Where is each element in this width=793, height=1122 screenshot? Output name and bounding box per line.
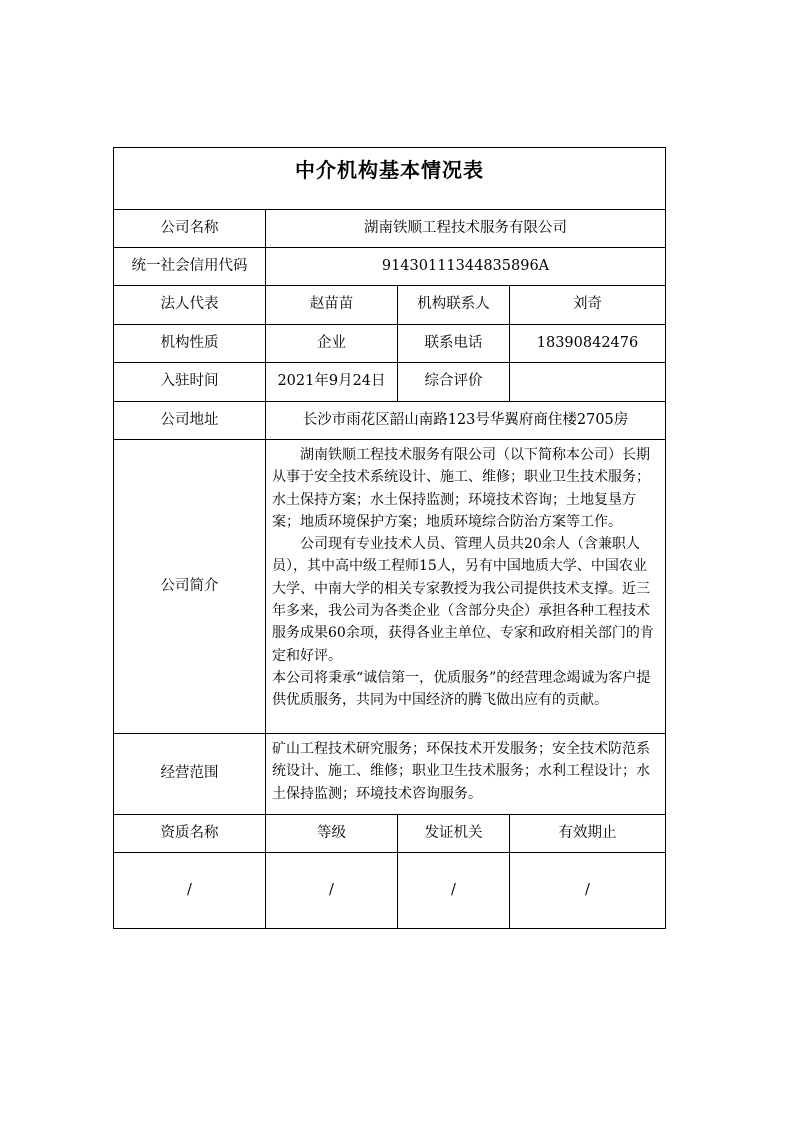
qualification-issuer-value: / (398, 853, 510, 929)
intro-paragraph-3: 本公司将秉承“诚信第一，优质服务”的经营理念竭诚为客户提供优质服务，共同为中国经济的腾飞做出应有的贡献。 (272, 669, 651, 709)
contact-value: 刘奇 (510, 286, 666, 325)
scope-text: 矿山工程技术研究服务；环保技术开发服务；安全技术防范系统设计、施工、维修；职业卫生技术服务；水利工程设计；水土保持监测；环境技术咨询服务。 (266, 734, 666, 815)
phone-label: 联系电话 (398, 325, 510, 363)
entry-date-label: 入驻时间 (114, 363, 266, 402)
evaluation-value (510, 363, 666, 402)
scope-label: 经营范围 (114, 734, 266, 815)
qualification-expiry-value: / (510, 853, 666, 929)
intro-paragraph-1: 湖南铁顺工程技术服务有限公司（以下简称本公司）长期从事于安全技术系统设计、施工、维修；职业卫生技术服务；水土保持方案；水土保持监测；环境技术咨询；土地复垦方案；地质环境保护方案；地质环境综合防治方案等工作。 (272, 447, 650, 530)
qualification-level-value: / (266, 853, 398, 929)
qualification-header-issuer: 发证机关 (398, 815, 510, 853)
qualification-header-expiry: 有效期止 (510, 815, 666, 853)
qualification-header-level: 等级 (266, 815, 398, 853)
phone-value: 18390842476 (510, 325, 666, 363)
info-table (113, 147, 666, 929)
address-label: 公司地址 (114, 402, 266, 440)
qualification-header-name: 资质名称 (114, 815, 266, 853)
nature-label: 机构性质 (114, 325, 266, 363)
address-value: 长沙市雨花区韶山南路123号华翼府商住楼2705房 (266, 402, 666, 440)
intro-paragraph-2: 公司现有专业技术人员、管理人员共20余人（含兼职人员），其中高中级工程师15人，另有中国地质大学、中国农业大学、中南大学的相关专家教授为我公司提供技术支撑。近三年多来，我公司为各类企业（含部分央企）承担各种工程技术服务成果60余项，获得各业主单位、专家和政府相关部门的肯定和好评。 (272, 536, 654, 664)
table-title-cell (114, 148, 666, 210)
nature-value: 企业 (266, 325, 398, 363)
company-name-value: 湖南铁顺工程技术服务有限公司 (266, 210, 666, 248)
legal-rep-label: 法人代表 (114, 286, 266, 325)
table-title: 中介机构基本情况表 (295, 158, 484, 182)
credit-code-value: 91430111344835896A (266, 248, 666, 286)
legal-rep-value: 赵苗苗 (266, 286, 398, 325)
intro-label: 公司简介 (114, 440, 266, 734)
evaluation-label: 综合评价 (398, 363, 510, 402)
intro-text (266, 440, 666, 734)
qualification-name-value: / (114, 853, 266, 929)
contact-label: 机构联系人 (398, 286, 510, 325)
company-name-label: 公司名称 (114, 210, 266, 248)
entry-date-value: 2021年9月24日 (266, 363, 398, 402)
credit-code-label: 统一社会信用代码 (114, 248, 266, 286)
